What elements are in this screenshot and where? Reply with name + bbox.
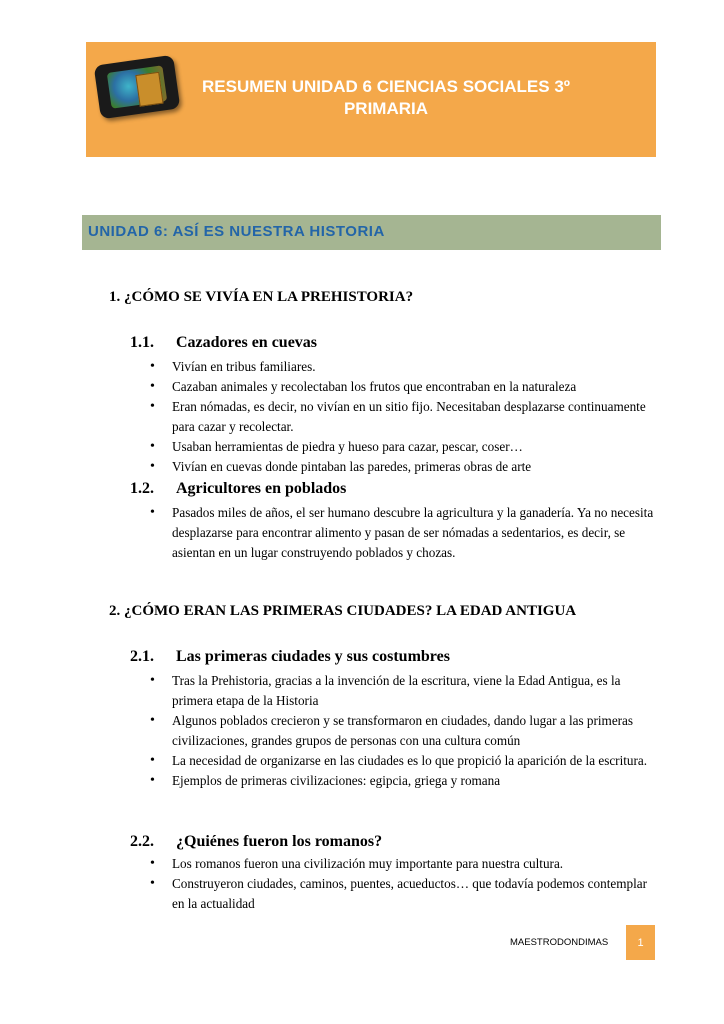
page-number: 1 xyxy=(626,925,655,960)
section-title: 2. ¿CÓMO ERAN LAS PRIMERAS CIUDADES? LA EDAD ANTIGUA xyxy=(109,603,577,619)
list-item: • Vivían en tribus familiares. xyxy=(172,357,662,377)
subsection-number: 1.1. xyxy=(130,334,154,351)
logo-screen xyxy=(107,65,167,108)
subsection-number: 2.1. xyxy=(130,648,154,665)
subsection-title xyxy=(130,480,346,498)
section-title: 1. ¿CÓMO SE VIVÍA EN LA PREHISTORIA? xyxy=(109,289,414,305)
list-item: • Tras la Prehistoria, gracias a la invención de la escritura, viene la Edad Antigua, es la primera etapa de la Historia xyxy=(172,671,662,711)
document-title-line-1: RESUMEN UNIDAD 6 CIENCIAS SOCIALES 3º xyxy=(202,77,570,96)
bullet-list xyxy=(172,357,662,477)
subsection-label: ¿Quiénes fueron los romanos? xyxy=(176,833,383,850)
subsection-title xyxy=(130,334,317,352)
subsection-label: Agricultores en poblados xyxy=(176,480,347,497)
subsection-number: 2.2. xyxy=(130,833,154,850)
bullet-list xyxy=(172,503,662,563)
list-item: • Cazaban animales y recolectaban los frutos que encontraban en la naturaleza xyxy=(172,377,662,397)
list-item: • La necesidad de organizarse en las ciudades es lo que propició la aparición de la escritura. xyxy=(172,751,662,771)
subsection-label: Las primeras ciudades y sus costumbres xyxy=(176,648,450,665)
logo-card-icon xyxy=(135,72,163,107)
list-item: • Ejemplos de primeras civilizaciones: egipcia, griega y romana xyxy=(172,771,662,791)
list-item: • Vivían en cuevas donde pintaban las paredes, primeras obras de arte xyxy=(172,457,662,477)
unit-heading-bar xyxy=(82,215,661,250)
document-title-line-2: PRIMARIA xyxy=(343,99,429,118)
unit-title: UNIDAD 6: ASÍ ES NUESTRA HISTORIA xyxy=(88,223,385,240)
logo-icon xyxy=(94,55,181,120)
list-item: • Usaban herramientas de piedra y hueso para cazar, pescar, coser… xyxy=(172,437,662,457)
subsection-label: Cazadores en cuevas xyxy=(176,334,318,351)
subsection-title xyxy=(130,833,382,851)
document-title xyxy=(196,76,576,120)
header-banner xyxy=(86,42,656,157)
list-item: • Algunos poblados crecieron y se transformaron en ciudades, dando lugar a las primeras civilizaciones, grandes grupos de personas con una cultura común xyxy=(172,711,662,751)
list-item: • Construyeron ciudades, caminos, puentes, acueductos… que todavía podemos contemplar en la actualidad xyxy=(172,874,662,914)
list-item: • Eran nómadas, es decir, no vivían en un sitio fijo. Necesitaban desplazarse continuamente para cazar y recolectar. xyxy=(172,397,662,437)
subsection-number: 1.2. xyxy=(130,480,154,497)
bullet-list xyxy=(172,854,662,914)
list-item: • Los romanos fueron una civilización muy importante para nuestra cultura. xyxy=(172,854,662,874)
subsection-title xyxy=(130,648,450,666)
footer-label: MAESTRODONDIMAS xyxy=(510,937,609,948)
list-item: • Pasados miles de años, el ser humano descubre la agricultura y la ganadería. Ya no necesita desplazarse para encontrar alimento y pasan de ser nómadas a sedentarios, es decir, se asientan en un lugar construyendo poblados y chozas. xyxy=(172,503,662,563)
bullet-list xyxy=(172,671,662,791)
